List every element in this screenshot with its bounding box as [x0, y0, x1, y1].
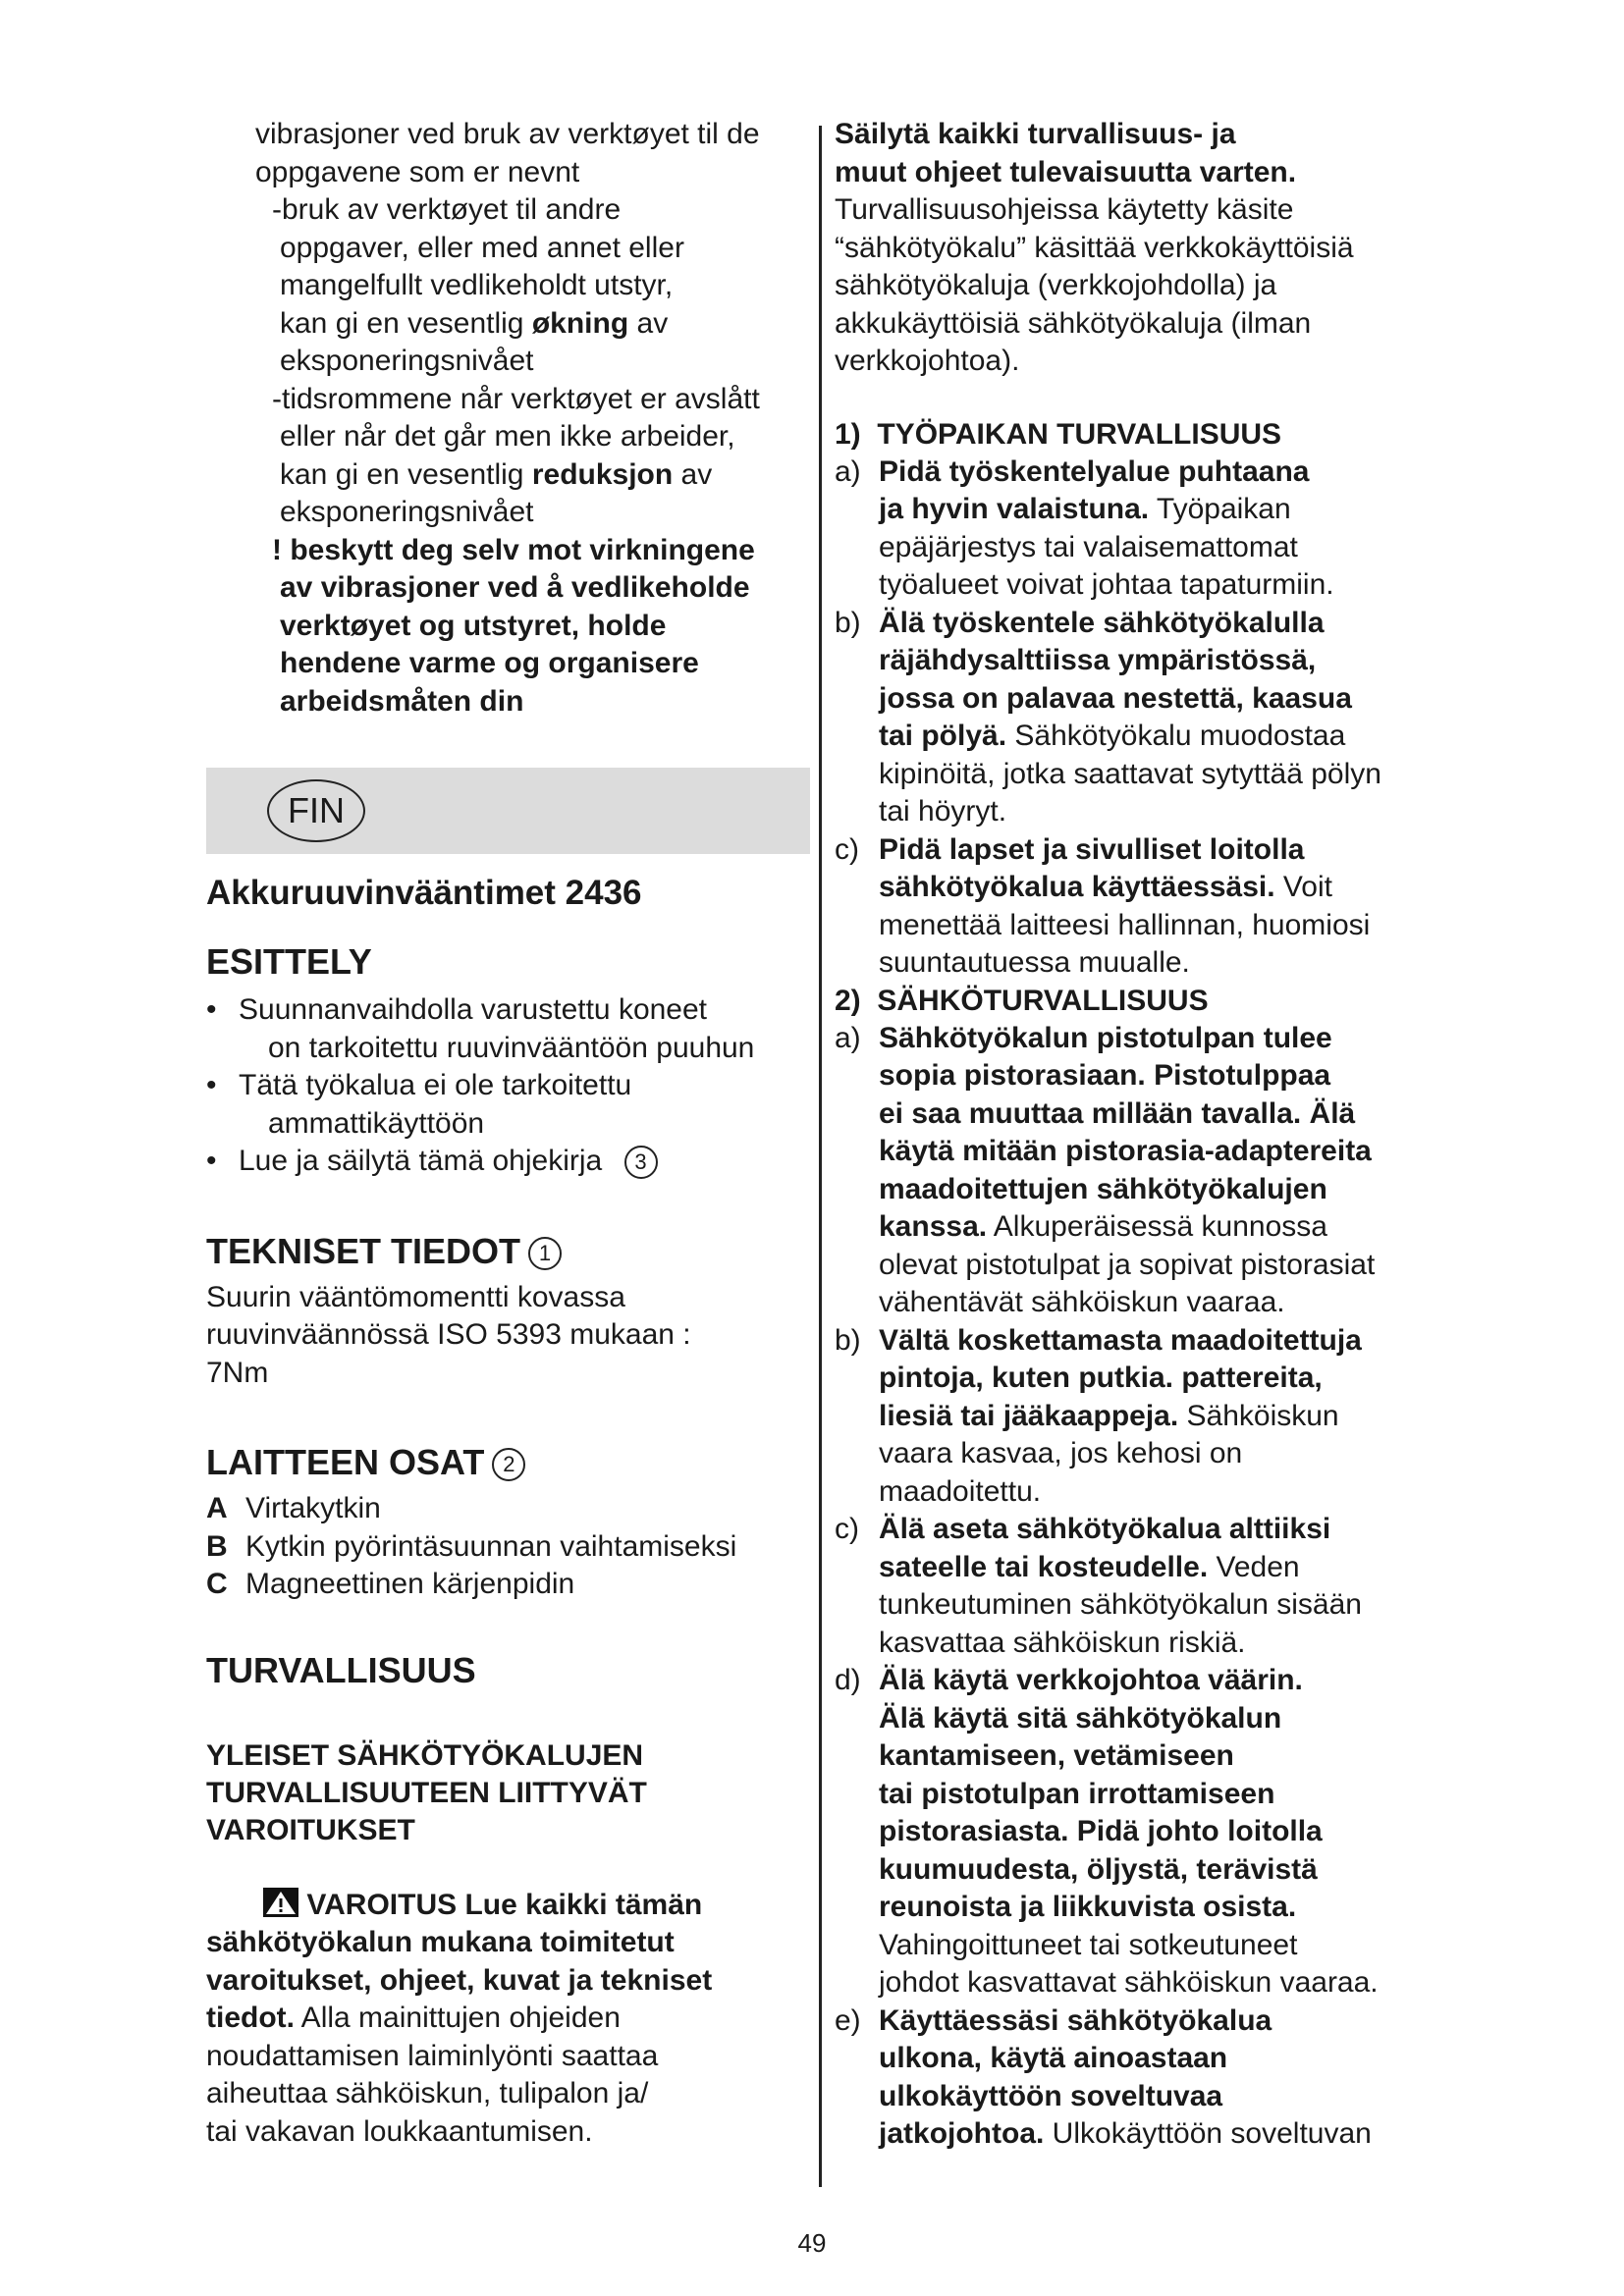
emphasis: Älä käytä verkkojohtoa väärin. — [879, 1664, 1303, 1696]
emphasis: kanssa. — [879, 1210, 988, 1243]
parts-list — [206, 1490, 810, 1604]
text-span: Vahingoittuneet tai sotkeutuneet — [879, 1928, 1298, 1961]
emphasis: sähkötyökalua käyttäessäsi. — [879, 871, 1275, 903]
dash-item-1 — [272, 191, 810, 381]
heading-esittely: ESITTELY — [206, 941, 372, 982]
keep-instructions — [835, 116, 1443, 381]
text-span: kan gi en vesentlig — [280, 457, 532, 491]
part-key: A — [206, 1492, 228, 1524]
part-key: B — [206, 1529, 228, 1563]
text-line — [879, 1171, 1443, 1209]
general-warning — [206, 1887, 810, 2152]
emphasis: maadoitettujen sähkötyökalujen — [879, 1172, 1327, 1205]
text-line — [879, 1586, 1443, 1625]
bullet-icon: • — [206, 1145, 217, 1177]
emphasis: Käyttäessäsi sähkötyökalua — [879, 2003, 1272, 2037]
safety-item — [835, 605, 1443, 831]
figure-ref-2: 2 — [492, 1448, 525, 1481]
section-2-title — [835, 983, 1443, 1020]
heading-tekniset — [206, 1230, 810, 1273]
emphasis: kuumuudesta, öljystä, terävistä — [879, 1852, 1318, 1886]
text-span: Sähköiskun — [1178, 1399, 1339, 1432]
text-line: varoitukset, ohjeet, kuvat ja tekniset — [206, 1963, 713, 1997]
text-line — [879, 1889, 1443, 1927]
text-line: vibrasjoner ved bruk av verktøyet til de — [255, 118, 760, 150]
emphasis: tai pistotulpan irrottamiseen — [879, 1777, 1275, 1810]
emphasis: ja hyvin valaistuna. — [879, 493, 1150, 525]
text-line: Suunnanvaihdolla varustettu koneet — [239, 993, 708, 1026]
emphasis: käytä mitään pistorasia-adaptereita — [879, 1135, 1372, 1167]
text-line: eksponeringsnivået — [280, 496, 534, 528]
text-line — [879, 1020, 1443, 1058]
text-line — [879, 1322, 1443, 1361]
section-1-items — [835, 454, 1443, 983]
text-span: Ulkokäyttöön soveltuvan — [1044, 2117, 1372, 2150]
text-line: hendene varme og organisere — [280, 647, 699, 679]
vibration-warning — [272, 532, 810, 721]
text-line: sähkötyökalun mukana toimitetut — [206, 1926, 675, 1958]
list-item — [206, 1566, 810, 1604]
text-line — [879, 529, 1443, 567]
text-line — [879, 642, 1443, 680]
text-line — [879, 1851, 1443, 1890]
text-line: noudattamisen laiminlyönti saattaa — [206, 2039, 659, 2072]
text-line: akkukäyttöisiä sähkötyökaluja (ilman — [835, 306, 1312, 340]
text-line — [280, 305, 810, 344]
text-span: vähentävät sähköiskun vaaraa. — [879, 1286, 1285, 1318]
text-line — [879, 1776, 1443, 1814]
list-item — [206, 1490, 810, 1528]
text-line — [263, 1887, 810, 1925]
text-line — [879, 1662, 1443, 1700]
column-divider — [819, 126, 822, 2187]
text-span: av — [673, 457, 713, 491]
safety-item — [835, 1322, 1443, 1512]
section-number: 1) — [835, 417, 861, 451]
text-line — [239, 1143, 810, 1181]
text-line — [879, 756, 1443, 794]
text-span: olevat pistotulpat ja sopivat pistorasiat — [879, 1248, 1376, 1281]
intro-bullets — [206, 991, 810, 1181]
text-line: YLEISET SÄHKÖTYÖKALUJEN — [206, 1738, 644, 1772]
emphasis: Älä työskentele sähkötyökalulla — [879, 606, 1325, 639]
text-line: verktøyet og utstyret, holde — [280, 609, 667, 642]
emphasis: kantamiseen, vetämiseen — [879, 1739, 1234, 1772]
dash-item-2 — [272, 381, 810, 532]
page-number: 49 — [797, 2228, 827, 2258]
text-line: ammattikäyttöön — [268, 1106, 485, 1140]
subheading-yleiset — [206, 1737, 810, 1849]
text-span: tunkeutuminen sähkötyökalun sisään — [879, 1588, 1362, 1621]
section-title: SÄHKÖTURVALLISUUS — [877, 984, 1209, 1017]
part-key: C — [206, 1568, 228, 1600]
list-item — [206, 1067, 810, 1143]
emphasis: Pidä lapset ja sivulliset loitolla — [879, 832, 1305, 866]
right-column — [835, 116, 1443, 2154]
text-line — [879, 1360, 1443, 1398]
text-line — [879, 566, 1443, 605]
figure-ref-1: 1 — [528, 1237, 562, 1270]
item-letter: b) — [835, 1323, 861, 1357]
section-number: 2) — [835, 984, 861, 1017]
section-2-items — [835, 1020, 1443, 2154]
text-line: eksponeringsnivået — [280, 345, 534, 377]
text-line — [879, 1208, 1443, 1247]
text-line — [879, 1549, 1443, 1587]
language-band — [206, 768, 810, 854]
text-line — [879, 605, 1443, 643]
text-span: maadoitettu. — [879, 1474, 1042, 1508]
text-span: Alkuperäisessä kunnossa — [987, 1210, 1327, 1243]
text-span: epäjärjestys tai valaisemattomat — [879, 530, 1298, 563]
text-line — [879, 1133, 1443, 1171]
product-title: Akkuruuvinvääntimet 2436 — [206, 874, 642, 912]
text-line: mangelfullt vedlikeholdt utstyr, — [280, 269, 674, 301]
text-line — [879, 1511, 1443, 1549]
emphasis: liesiä tai jääkaappeja. — [879, 1399, 1179, 1432]
text-line — [879, 680, 1443, 719]
emphasis: tiedot. — [206, 2002, 295, 2034]
text-line — [879, 1625, 1443, 1663]
text-line — [280, 456, 810, 495]
text-line: “sähkötyökalu” käsittää verkkokäyttöisiä — [835, 231, 1354, 264]
list-item — [206, 991, 810, 1067]
text-line — [879, 2078, 1443, 2116]
text-line: tai vakavan loukkaantumisen. — [206, 2114, 593, 2148]
emphasis: sateelle tai kosteudelle. — [879, 1550, 1209, 1583]
part-label: Kytkin pyörintäsuunnan vaihtamiseksi — [245, 1529, 737, 1563]
section-1-title — [835, 416, 1443, 454]
text-line — [879, 2115, 1443, 2154]
text-line — [879, 1473, 1443, 1512]
text-span: av — [628, 306, 669, 340]
text-line — [879, 1247, 1443, 1285]
text-span: Lue ja säilytä tämä ohjekirja — [239, 1145, 603, 1177]
text-line: Suurin vääntömomentti kovassa — [206, 1280, 625, 1313]
item-letter: d) — [835, 1664, 861, 1696]
item-letter: c) — [835, 832, 859, 866]
text-line — [879, 2040, 1443, 2078]
emphasis: pistorasiasta. Pidä johto loitolla — [879, 1815, 1323, 1847]
vibration-intro — [255, 116, 810, 191]
text-span: Voit — [1274, 871, 1332, 903]
text-line: Tätä työkalua ei ole tarkoitettu — [239, 1069, 632, 1101]
emphasis: ulkona, käytä ainoastaan — [879, 2042, 1228, 2074]
text-line: muut ohjeet tulevaisuutta varten. — [835, 155, 1297, 188]
text-line — [879, 1700, 1443, 1738]
emphasis: økning — [531, 306, 629, 340]
warning-triangle-icon — [263, 1888, 298, 1917]
text-line: aiheuttaa sähköiskun, tulipalon ja/ — [206, 2077, 649, 2109]
text-span: Sähkötyökalu muodostaa — [1006, 720, 1346, 752]
heading-turvallisuus: TURVALLISUUS — [206, 1649, 476, 1690]
safety-item — [835, 1662, 1443, 2002]
bullet-icon: • — [206, 1069, 217, 1101]
text-line — [879, 1398, 1443, 1436]
text-line — [879, 718, 1443, 756]
text-line: Säilytä kaikki turvallisuus- ja — [835, 118, 1236, 150]
safety-item — [835, 454, 1443, 605]
text-line — [879, 907, 1443, 945]
text-span: tai höyryt. — [879, 795, 1007, 828]
text-span: työalueet voivat johtaa tapaturmiin. — [879, 568, 1334, 601]
text-line — [879, 1927, 1443, 1965]
figure-ref-3: 3 — [624, 1146, 658, 1179]
text-line: on tarkoitettu ruuvinvääntöön puuhun — [268, 1031, 755, 1064]
section-title: TYÖPAIKAN TURVALLISUUS — [877, 417, 1282, 451]
item-letter: a) — [835, 454, 861, 488]
text-line: ruuvinväännössä ISO 5393 mukaan : — [206, 1318, 691, 1351]
text-line: Turvallisuusohjeissa käytetty käsite — [835, 193, 1294, 226]
text-line — [879, 1284, 1443, 1322]
text-line: oppgaver, eller med annet eller — [280, 231, 684, 264]
emphasis: jossa on palavaa nestettä, kaasua — [879, 681, 1352, 715]
text-span: Alla mainittujen ohjeiden — [295, 2002, 621, 2034]
emphasis: tai pölyä. — [879, 720, 1007, 752]
text-line — [879, 793, 1443, 831]
tekniset-text — [206, 1279, 810, 1393]
emphasis: ulkokäyttöön soveltuvaa — [879, 2079, 1223, 2112]
text-line — [879, 831, 1443, 870]
heading-osat — [206, 1441, 810, 1484]
text-span: kipinöitä, jotka saattavat sytyttää pölyn — [879, 757, 1381, 790]
emphasis: Pidä työskentelyalue puhtaana — [879, 454, 1310, 488]
text-line: 7Nm — [206, 1356, 269, 1389]
text-span: kan gi en vesentlig — [280, 306, 532, 340]
safety-item — [835, 1511, 1443, 1662]
text-line — [879, 1057, 1443, 1095]
safety-item — [835, 831, 1443, 983]
text-line — [879, 454, 1443, 492]
text-span: vaara kasvaa, jos kehosi on — [879, 1437, 1243, 1469]
emphasis: räjähdysalttiissa ympäristössä, — [879, 644, 1317, 676]
item-letter: b) — [835, 606, 861, 639]
text-line — [879, 1813, 1443, 1851]
text-line — [879, 491, 1443, 529]
text-line: -bruk av verktøyet til andre — [272, 193, 622, 226]
item-letter: a) — [835, 1021, 861, 1054]
item-letter: e) — [835, 2003, 861, 2037]
emphasis: Älä käytä sitä sähkötyökalun — [879, 1701, 1282, 1735]
item-letter: c) — [835, 1513, 859, 1545]
text-line: ! beskytt deg selv mot virkningene — [272, 533, 755, 566]
text-line: oppgavene som er nevnt — [255, 155, 580, 188]
text-span: Veden — [1208, 1550, 1300, 1583]
text-span: johdot kasvattavat sähköiskun vaaraa. — [879, 1966, 1379, 1999]
emphasis: ei saa muuttaa millään tavalla. Älä — [879, 1096, 1356, 1130]
text-line — [879, 869, 1443, 907]
text-line — [879, 944, 1443, 983]
emphasis: reduksjon — [531, 457, 674, 491]
text-line: TURVALLISUUTEEN LIITTYVÄT — [206, 1776, 647, 1809]
text-line — [879, 1964, 1443, 2002]
text-span: suuntautuessa muualle. — [879, 946, 1190, 979]
heading-text: LAITTEEN OSAT — [206, 1442, 485, 1482]
part-label: Magneettinen kärjenpidin — [245, 1568, 575, 1600]
text-line: VAROITUKSET — [206, 1813, 415, 1846]
text-line — [879, 2002, 1443, 2041]
text-line: av vibrasjoner ved å vedlikeholde — [280, 571, 750, 604]
text-line: verkkojohtoa). — [835, 345, 1020, 377]
text-line: sähkötyökaluja (verkkojohdolla) ja — [835, 269, 1277, 301]
emphasis: Sähkötyökalun pistotulpan tulee — [879, 1021, 1332, 1054]
list-item — [206, 1528, 810, 1567]
heading-text: TEKNISET TIEDOT — [206, 1230, 521, 1271]
safety-item — [835, 1020, 1443, 1322]
left-column — [206, 116, 810, 2151]
part-label: Virtakytkin — [245, 1492, 381, 1524]
text-span: VAROITUS Lue kaikki tämän — [306, 1888, 703, 1921]
text-span: Työpaikan — [1149, 493, 1291, 525]
emphasis: pintoja, kuten putkia. pattereita, — [879, 1362, 1323, 1394]
text-line: arbeidsmåten din — [280, 684, 524, 718]
emphasis: jatkojohtoa. — [879, 2117, 1045, 2150]
text-line: eller når det går men ikke arbeider, — [280, 420, 735, 453]
text-line — [879, 1095, 1443, 1134]
text-span: menettää laitteesi hallinnan, huomiosi — [879, 908, 1371, 941]
emphasis: Vältä koskettamasta maadoitettuja — [879, 1323, 1362, 1357]
bullet-icon: • — [206, 993, 217, 1026]
text-line — [879, 1737, 1443, 1776]
text-line — [879, 1435, 1443, 1473]
emphasis: sopia pistorasiaan. Pistotulppaa — [879, 1059, 1331, 1092]
text-span: kasvattaa sähköiskun riskiä. — [879, 1626, 1246, 1659]
emphasis: Älä aseta sähkötyökalua alttiiksi — [879, 1513, 1331, 1545]
language-badge: FIN — [267, 779, 365, 842]
emphasis: reunoista ja liikkuvista osista. — [879, 1891, 1297, 1923]
text-line — [206, 2000, 810, 2038]
safety-item — [835, 2002, 1443, 2154]
text-line: -tidsrommene når verktøyet er avslått — [272, 382, 760, 415]
list-item — [206, 1143, 810, 1181]
